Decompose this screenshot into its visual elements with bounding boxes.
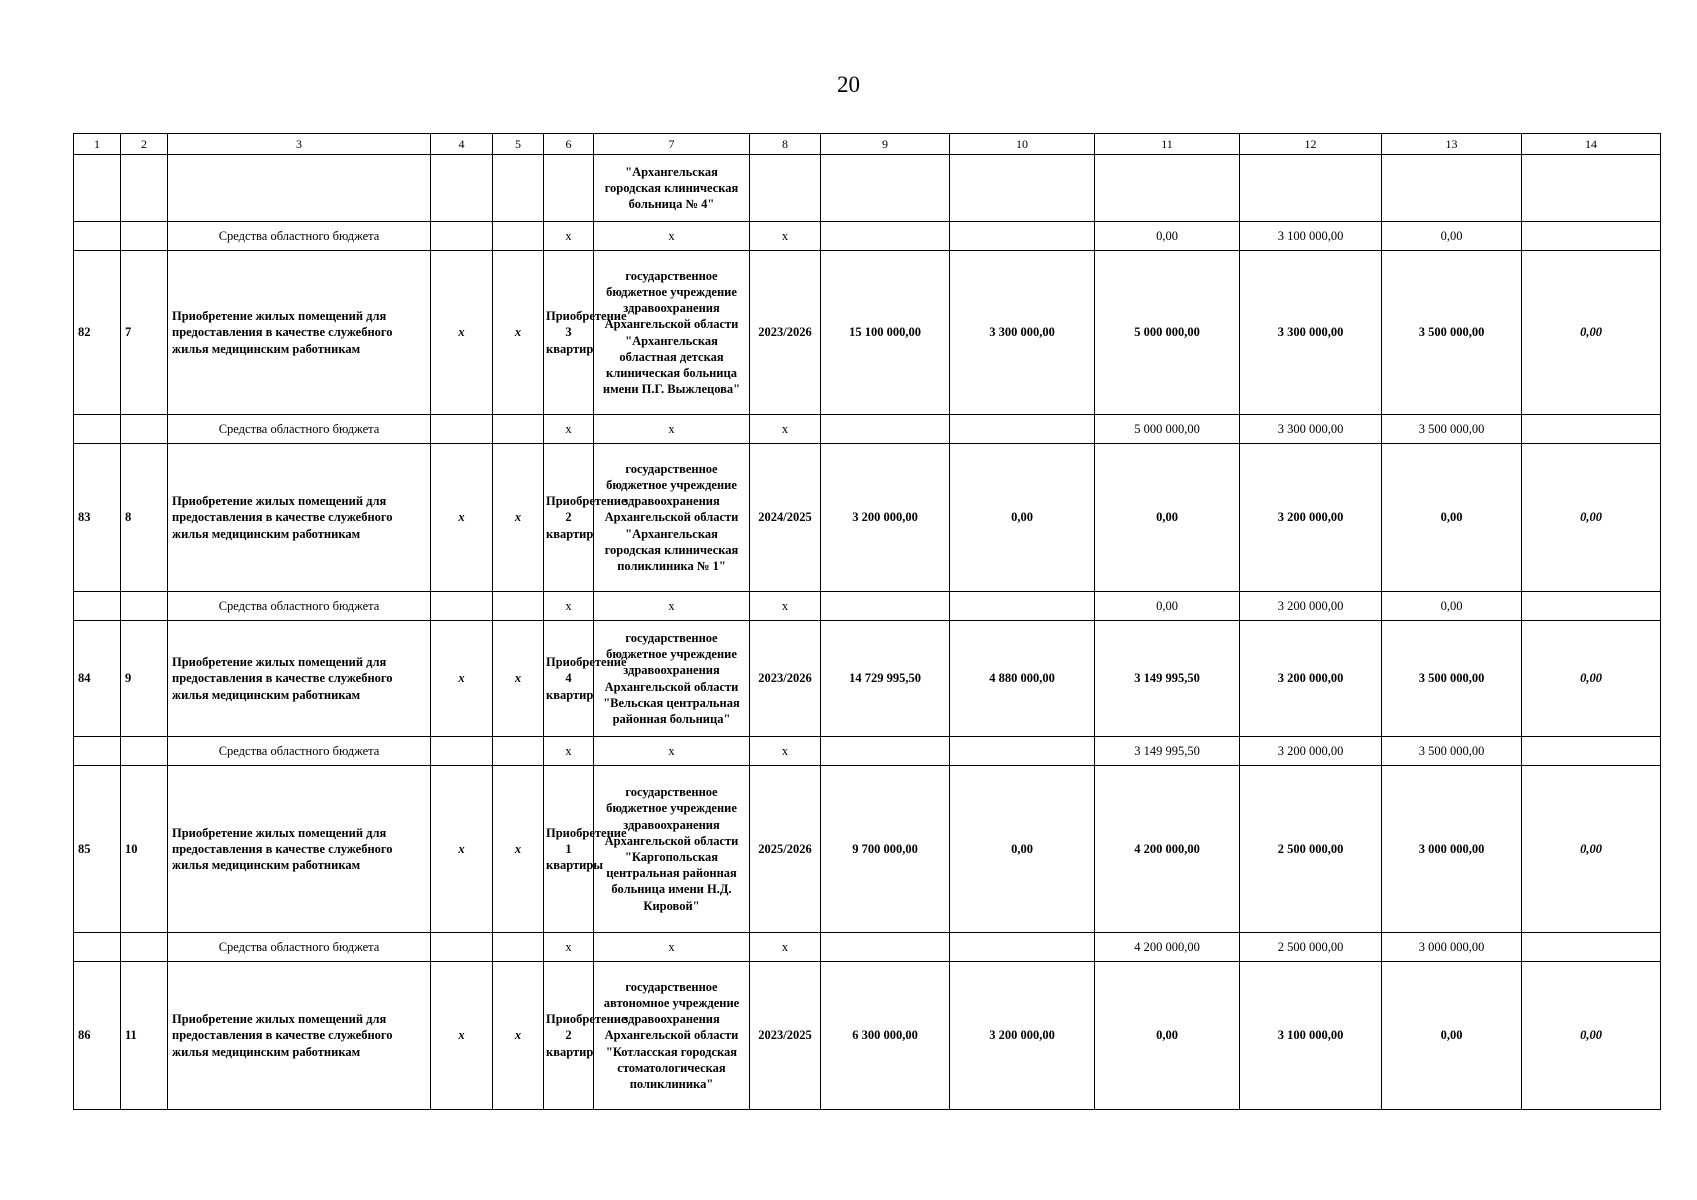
cell: 3 200 000,00 (1240, 621, 1382, 737)
event-name-cell: Приобретение жилых помещений для предоставления в качестве служебного жилья медицинским работникам (168, 621, 431, 737)
cell: 3 200 000,00 (1240, 444, 1382, 592)
cell: 2 500 000,00 (1240, 933, 1382, 962)
cell: х (544, 592, 594, 621)
cell: 9 (121, 621, 168, 737)
header-cell: 8 (750, 134, 821, 155)
table-row-funding (74, 933, 1661, 962)
cell: 3 300 000,00 (1240, 251, 1382, 415)
cell: Приобретение 2 квартир (544, 962, 594, 1110)
header-cell: 4 (431, 134, 493, 155)
cell: 0,00 (1095, 222, 1240, 251)
event-name-cell: Приобретение жилых помещений для предоставления в качестве служебного жилья медицинским работникам (168, 251, 431, 415)
table-row-funding (74, 222, 1661, 251)
cell: х (594, 933, 750, 962)
cell: x (493, 251, 544, 415)
cell: 0,00 (950, 444, 1095, 592)
event-name-cell: Приобретение жилых помещений для предоставления в качестве служебного жилья медицинским работникам (168, 766, 431, 933)
table-row-funding (74, 737, 1661, 766)
cell: 0,00 (1382, 592, 1522, 621)
institution-cell: государственное бюджетное учреждение здравоохранения Архангельской области "Каргопольская центральная районная больница имени Н.Д. Кировой" (594, 766, 750, 933)
cell: 2023/2026 (750, 251, 821, 415)
header-cell: 11 (1095, 134, 1240, 155)
cell: х (594, 737, 750, 766)
header-cell: 3 (168, 134, 431, 155)
cell: 7 (121, 251, 168, 415)
cell: х (544, 737, 594, 766)
cell: х (544, 933, 594, 962)
cell: 15 100 000,00 (821, 251, 950, 415)
cell: х (594, 222, 750, 251)
cell: 3 500 000,00 (1382, 737, 1522, 766)
table-row-funding (74, 415, 1661, 444)
cell: 3 200 000,00 (1240, 592, 1382, 621)
cell: 83 (74, 444, 121, 592)
header-cell: 2 (121, 134, 168, 155)
institution-cell: "Архангельская городская клиническая больница № 4" (594, 155, 750, 222)
cell: 3 000 000,00 (1382, 933, 1522, 962)
table-row-continuation (74, 155, 1661, 222)
funding-label: Средства областного бюджета (168, 933, 431, 962)
cell: 10 (121, 766, 168, 933)
header-cell: 6 (544, 134, 594, 155)
cell: 5 000 000,00 (1095, 415, 1240, 444)
cell: 9 700 000,00 (821, 766, 950, 933)
event-name-cell: Приобретение жилых помещений для предоставления в качестве служебного жилья медицинским работникам (168, 962, 431, 1110)
institution-cell: государственное бюджетное учреждение здравоохранения Архангельской области "Архангельская областная детская клиническая больница имени П.Г. Выжлецова" (594, 251, 750, 415)
cell: 2 500 000,00 (1240, 766, 1382, 933)
table-row (74, 962, 1661, 1110)
cell: 0,00 (1382, 962, 1522, 1110)
cell: 4 200 000,00 (1095, 933, 1240, 962)
cell: x (431, 962, 493, 1110)
cell: 82 (74, 251, 121, 415)
cell: 3 100 000,00 (1240, 962, 1382, 1110)
cell: 3 149 995,50 (1095, 737, 1240, 766)
cell: 3 149 995,50 (1095, 621, 1240, 737)
table-row (74, 621, 1661, 737)
cell: 6 300 000,00 (821, 962, 950, 1110)
cell: 3 100 000,00 (1240, 222, 1382, 251)
header-cell: 14 (1522, 134, 1661, 155)
cell: х (594, 415, 750, 444)
cell: х (544, 415, 594, 444)
funding-label: Средства областного бюджета (168, 222, 431, 251)
header-cell: 5 (493, 134, 544, 155)
cell: 14 729 995,50 (821, 621, 950, 737)
cell: х (750, 737, 821, 766)
header-cell: 12 (1240, 134, 1382, 155)
cell: x (431, 251, 493, 415)
table-header-row (74, 134, 1661, 155)
cell: 5 000 000,00 (1095, 251, 1240, 415)
table-row (74, 444, 1661, 592)
cell: 0,00 (1522, 766, 1661, 933)
cell: 3 500 000,00 (1382, 415, 1522, 444)
cell: 0,00 (1522, 444, 1661, 592)
cell: 8 (121, 444, 168, 592)
cell: 84 (74, 621, 121, 737)
cell: 2025/2026 (750, 766, 821, 933)
cell: 4 200 000,00 (1095, 766, 1240, 933)
cell: 3 200 000,00 (821, 444, 950, 592)
table-row-funding (74, 592, 1661, 621)
cell: Приобретение 4 квартир (544, 621, 594, 737)
header-cell: 10 (950, 134, 1095, 155)
header-cell: 13 (1382, 134, 1522, 155)
cell: 0,00 (1095, 592, 1240, 621)
cell: 3 300 000,00 (950, 251, 1095, 415)
cell: 3 200 000,00 (950, 962, 1095, 1110)
table-row (74, 766, 1661, 933)
cell: 3 000 000,00 (1382, 766, 1522, 933)
cell: 0,00 (1382, 444, 1522, 592)
budget-table (73, 133, 1661, 1110)
cell: 0,00 (1095, 962, 1240, 1110)
cell: 0,00 (950, 766, 1095, 933)
cell: х (750, 222, 821, 251)
funding-label: Средства областного бюджета (168, 415, 431, 444)
cell: х (750, 592, 821, 621)
header-cell: 7 (594, 134, 750, 155)
cell: 0,00 (1522, 962, 1661, 1110)
cell: Приобретение 2 квартир (544, 444, 594, 592)
cell: 3 300 000,00 (1240, 415, 1382, 444)
cell: 3 500 000,00 (1382, 621, 1522, 737)
page-number: 20 (837, 72, 860, 97)
cell: 86 (74, 962, 121, 1110)
cell: 0,00 (1095, 444, 1240, 592)
cell: х (750, 415, 821, 444)
cell: 2023/2026 (750, 621, 821, 737)
cell: 11 (121, 962, 168, 1110)
funding-label: Средства областного бюджета (168, 737, 431, 766)
header-cell: 9 (821, 134, 950, 155)
cell: x (431, 766, 493, 933)
cell: Приобретение 1 квартиры (544, 766, 594, 933)
cell: х (594, 592, 750, 621)
cell: 85 (74, 766, 121, 933)
cell: x (431, 621, 493, 737)
cell: 2024/2025 (750, 444, 821, 592)
cell: 3 500 000,00 (1382, 251, 1522, 415)
institution-cell: государственное автономное учреждение здравоохранения Архангельской области "Котласская городская стоматологическая поликлиника" (594, 962, 750, 1110)
cell: x (431, 444, 493, 592)
cell: x (493, 766, 544, 933)
header-cell: 1 (74, 134, 121, 155)
cell: х (750, 933, 821, 962)
cell: x (493, 621, 544, 737)
funding-label: Средства областного бюджета (168, 592, 431, 621)
cell: Приобретение 3 квартир (544, 251, 594, 415)
cell: x (493, 444, 544, 592)
cell: 0,00 (1522, 251, 1661, 415)
cell: 4 880 000,00 (950, 621, 1095, 737)
cell: х (544, 222, 594, 251)
table-row (74, 251, 1661, 415)
cell: x (493, 962, 544, 1110)
cell: 0,00 (1382, 222, 1522, 251)
institution-cell: государственное бюджетное учреждение здравоохранения Архангельской области "Вельская центральная районная больница" (594, 621, 750, 737)
cell: 3 200 000,00 (1240, 737, 1382, 766)
institution-cell: государственное бюджетное учреждение здравоохранения Архангельской области "Архангельская городская клиническая поликлиника № 1" (594, 444, 750, 592)
event-name-cell: Приобретение жилых помещений для предоставления в качестве служебного жилья медицинским работникам (168, 444, 431, 592)
cell: 0,00 (1522, 621, 1661, 737)
cell: 2023/2025 (750, 962, 821, 1110)
